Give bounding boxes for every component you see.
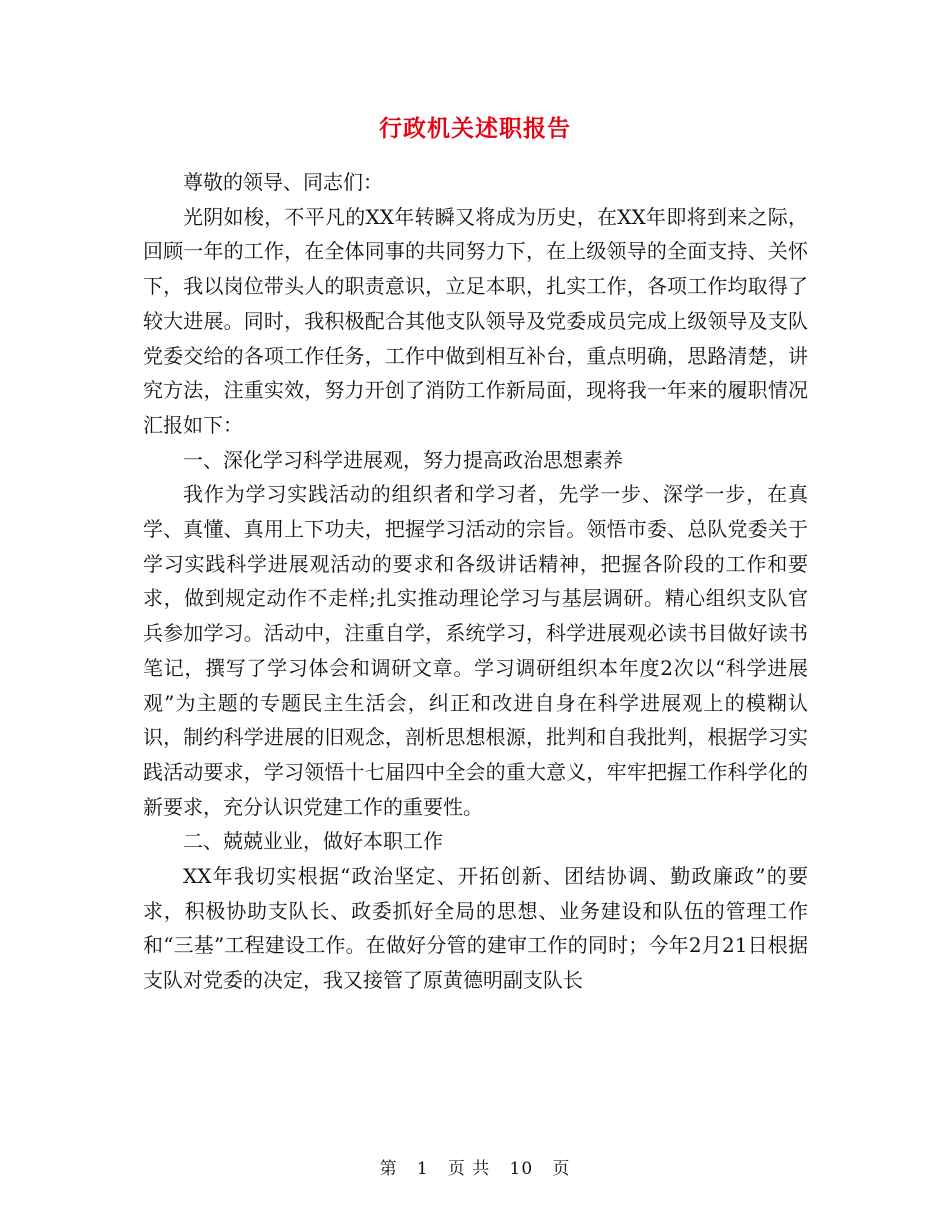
section-heading-2: 二、兢兢业业，做好本职工作 [183, 829, 443, 854]
page-label-prefix: 第 [379, 1159, 398, 1179]
paragraph-section-2: XX年我切实根据“政治坚定、开拓创新、团结协调、勤政廉政”的要求，积极协助支队长、政委抓好全局的思想、业务建设和队伍的管理工作和“三基”工程建设工作。在做好分管的建审工作的同时；今年2月21日根据支队对党委的决定，我又接管了原黄德明副支队长 [143, 864, 808, 993]
document-title: 行政机关述职报告 [379, 115, 571, 142]
paragraph-section-1: 我作为学习实践活动的组织者和学习者，先学一步、深学一步，在真学、真懂、真用上下功夫，把握学习活动的宗旨。领悟市委、总队党委关于学习实践科学进展观活动的要求和各级讲话精神，把握各阶段的工作和要求，做到规定动作不走样;扎实推动理论学习与基层调研。精心组织支队官兵参加学习。活动中，注重自学，系统学习，科学进展观必读书目做好读书笔记，撰写了学习体会和调研文章。学习调研组织本年度2次以“科学进展观”为主题的专题民主生活会，纠正和改进自身在科学进展观上的模糊认识，制约科学进展的旧观念，剖析思想根源，批判和自我批判，根据学习实践活动要求，学习领悟十七届四中全会的重大意义，牢牢把握工作科学化的新要求，充分认识党建工作的重要性。 [143, 482, 808, 819]
page-label-suffix: 页 [552, 1159, 571, 1179]
page-footer [0, 1154, 950, 1179]
salutation: 尊敬的领导、同志们： [183, 170, 383, 194]
page-number: 1 [416, 1159, 429, 1179]
paragraph-intro: 光阴如梭，不平凡的XX年转瞬又将成为历史，在XX年即将到来之际，回顾一年的工作，在全体同事的共同努力下，在上级领导的全面支持、关怀下，我以岗位带头人的职责意识，立足本职，扎实工作，各项工作均取得了较大进展。同时，我积极配合其他支队领导及党委成员完成上级领导及支队党委交给的各项工作任务，工作中做到相互补台，重点明确，思路清楚，讲究方法，注重实效，努力开创了消防工作新局面，现将我一年来的履职情况汇报如下： [143, 204, 808, 437]
document-body [143, 165, 808, 998]
page-total: 10 [509, 1159, 534, 1179]
page-label-middle: 页 共 [447, 1159, 491, 1179]
section-heading-1: 一、深化学习科学进展观，努力提高政治思想素养 [183, 447, 623, 472]
